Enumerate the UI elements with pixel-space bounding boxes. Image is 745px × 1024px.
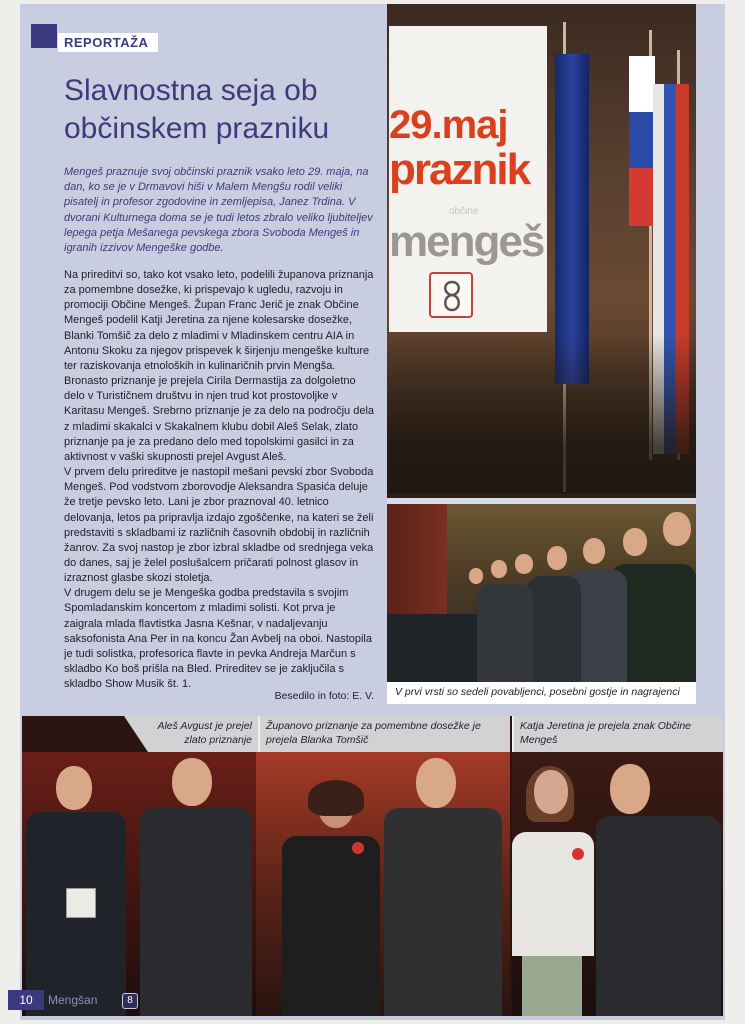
- banner-word: praznik: [389, 145, 530, 194]
- byline: Besedilo in foto: E. V.: [274, 690, 374, 702]
- magazine-name: Mengšan: [48, 993, 98, 1007]
- award-caption-1: Aleš Avgust je prejel zlato priznanje: [157, 720, 252, 746]
- body-paragraph: Na prireditvi so, tako kot vsako leto, podelili županova priznanja za pomembne dosežke, ki prispevajo k ugledu, razvoju in promociji Občine Mengeš. Župan Franc Jerič je znak Občine Mengeš podelil Katji Jeretina za njene kolesarske dosežke, Blanki Tomšič za delo z mladimi v Mladinskem centru AIA in Antonu Skoku za njegov prispevek k širjenju mengeške kulture ter raziskovanja etnoloških in kulinaričnih prvin Mengša. Bronasto priznanje je prejela Cirila Dermastija za dolgoletno delo v Turističnem društvu in njen trud kot prostovoljke v Karitasu Mengeš. Srebrno priznanje je za delo na področju dela z mladimi skakalci v Skakalnem klubu dobil Aleš Selak, zlato priznanje pa je za predano delo med topolskimi gasilci in za aktivnost v vaški skupnosti prejel Avgust Aleš.: [64, 269, 375, 463]
- page-number: 10: [8, 990, 44, 1010]
- mayor-suit: [384, 808, 502, 1016]
- audience-caption: V prvi vrsti so sedeli povabljenci, posebni gostje in nagrajenci: [387, 682, 696, 704]
- award-caption-3: Katja Jeretina je prejela znak Občine Mengeš: [520, 720, 692, 746]
- page-footer: [4, 988, 174, 1012]
- suit: [477, 584, 533, 682]
- mayor-head: [172, 758, 212, 806]
- guest-head: [515, 554, 533, 574]
- award-photo-3: [512, 752, 723, 1016]
- caption-box: [258, 716, 510, 752]
- stage-banner-photo: [387, 4, 696, 498]
- body-paragraph: V prvem delu prireditve je nastopil mešani pevski zbor Svoboda Mengeš. Pod vodstvom zborovodje Aleksandra Spasića deluje že tretje pevsko leto. Lani je zbor praznoval 40. letnico delovanja, letos pa pripravlja izdajo zgoščenke, na kateri se želi predstaviti s skladbami iz različnih časovnih obdobij in različnih žanrov. Za svoj nastop je zbor izbral skladbe od srednjega veka do danes, saj je želel poslušalcem pričarati polnost glasov in izraznost glasbe skozi stoletja.: [64, 466, 374, 585]
- award-plaque: [66, 888, 96, 918]
- event-banner: [389, 26, 547, 332]
- award-caption-2: Županovo priznanje za pomembne dosežke je prejela Blanka Tomšič: [266, 720, 481, 746]
- municipality-crest-icon: [429, 272, 473, 318]
- article-title: Slavnostna seja ob občinskem prazniku: [64, 74, 330, 145]
- banner-date: 29.maj: [389, 103, 508, 147]
- section-marker: [31, 24, 57, 48]
- banner-small: občine: [449, 206, 479, 217]
- carnation-icon: [572, 848, 584, 860]
- guest-head: [547, 546, 567, 570]
- mayor-suit: [596, 816, 721, 1016]
- caption-corner: [124, 716, 148, 752]
- guest-head: [583, 538, 605, 564]
- mayor-head: [416, 758, 456, 808]
- recipient-head: [56, 766, 92, 810]
- section-label: REPORTAŽA: [58, 33, 158, 52]
- recipient-hair: [308, 780, 364, 816]
- guest-head: [491, 560, 507, 578]
- article-lead: Mengeš praznuje svoj občinski praznik vsako leto 29. maja, na dan, ko se je v Drmavovi hiši v Malem Mengšu rodil veliki pisatelj in profesor zgodovine in zemljepisa, Janez Trdina. V dvorani Kulturnega doma se je tudi letos zbralo veliko ljubiteljev lepega petja Mešanega pevskega zbora Svoboda Mengeš in igranih izzivov Mengeške godbe.: [64, 166, 373, 255]
- recipient-jeans: [522, 956, 582, 1016]
- carnation-icon: [352, 842, 364, 854]
- slovenian-flag: [629, 56, 655, 226]
- audience-photo: [387, 504, 696, 682]
- guest-head: [663, 512, 691, 546]
- guest-head: [469, 568, 483, 584]
- hall-shadow: [387, 334, 696, 494]
- award-photo-2: [256, 752, 510, 1016]
- body-paragraph: V drugem delu se je Mengeška godba predstavila s svojim Spomladanskim koncertom z mladimi solisti. Kot prva je zaigrala mlada flavtistka Jasna Kešnar, v nadaljevanju saksofonista Ana Per in na koncu Žan Avbelj na oboi. Nastopila je tudi solistka, profesorica flavte in pevka Andreja Marčun s skladbo Ko boš prišla na Bled. Prireditev se je zaključila s skladbo Show Musik št. 1.: [64, 587, 372, 691]
- recipient-face: [534, 770, 568, 814]
- recipient-dress: [282, 836, 380, 1016]
- mayor-head: [610, 764, 650, 814]
- guest-head: [623, 528, 647, 556]
- article-body: [64, 268, 376, 692]
- banner-town: mengeš: [389, 217, 544, 266]
- caption-box: [148, 716, 258, 752]
- magazine-logo-icon: 8: [122, 993, 138, 1009]
- caption-box: [512, 716, 723, 752]
- mayor-suit: [140, 808, 252, 1016]
- award-photo-1: [22, 752, 256, 1016]
- suit: [527, 576, 581, 682]
